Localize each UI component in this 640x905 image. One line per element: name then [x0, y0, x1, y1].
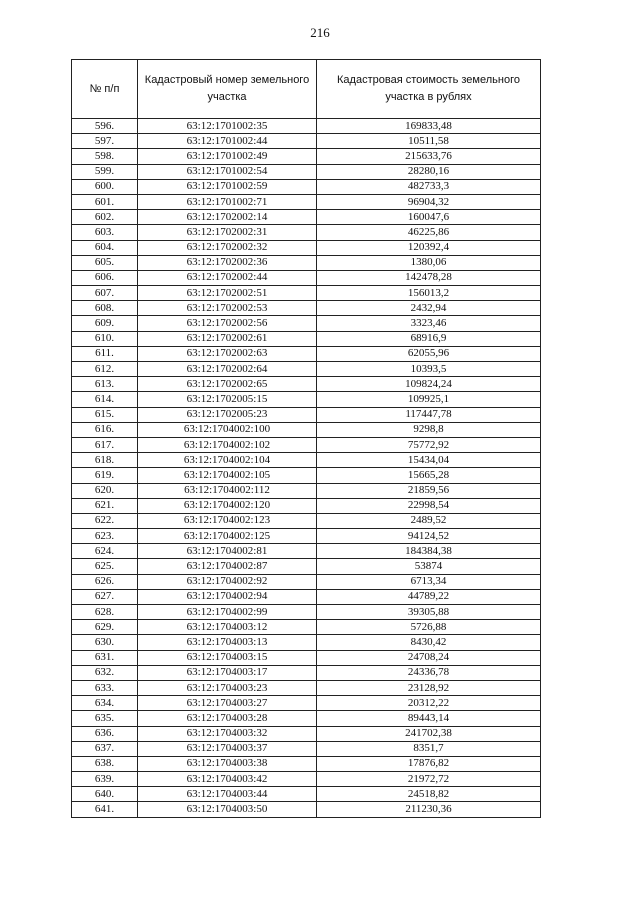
table-row	[72, 726, 541, 741]
cell-cadastral-number: 63:12:1704002:112	[138, 483, 317, 498]
cell-cadastral-number: 63:12:1702002:56	[138, 316, 317, 331]
cell-cadastral-value: 117447,78	[317, 407, 541, 422]
table-row	[72, 194, 541, 209]
cell-row-number: 612.	[72, 362, 138, 377]
cell-cadastral-number: 63:12:1704002:99	[138, 605, 317, 620]
table-row	[72, 331, 541, 346]
cell-cadastral-number: 63:12:1702005:15	[138, 392, 317, 407]
table-row	[72, 483, 541, 498]
table-row	[72, 468, 541, 483]
cell-row-number: 635.	[72, 711, 138, 726]
table-row	[72, 529, 541, 544]
cell-cadastral-number: 63:12:1702002:31	[138, 225, 317, 240]
table-row	[72, 665, 541, 680]
cell-row-number: 597.	[72, 134, 138, 149]
cell-row-number: 615.	[72, 407, 138, 422]
cell-cadastral-value: 10393,5	[317, 362, 541, 377]
cell-cadastral-number: 63:12:1704003:44	[138, 787, 317, 802]
cell-row-number: 600.	[72, 179, 138, 194]
cell-cadastral-value: 9298,8	[317, 422, 541, 437]
table-row	[72, 407, 541, 422]
cell-cadastral-value: 68916,9	[317, 331, 541, 346]
table-row	[72, 437, 541, 452]
table-row	[72, 453, 541, 468]
table-row	[72, 149, 541, 164]
cell-cadastral-number: 63:12:1704002:100	[138, 422, 317, 437]
cell-row-number: 608.	[72, 301, 138, 316]
table-row	[72, 513, 541, 528]
header-cadastral-number: Кадастровый номер земельного участка	[138, 60, 317, 119]
table-header	[72, 60, 541, 119]
table-row	[72, 696, 541, 711]
table-row	[72, 802, 541, 817]
table-row	[72, 620, 541, 635]
cell-cadastral-value: 39305,88	[317, 605, 541, 620]
cell-row-number: 623.	[72, 529, 138, 544]
cell-cadastral-value: 24518,82	[317, 787, 541, 802]
cell-cadastral-number: 63:12:1702005:23	[138, 407, 317, 422]
cell-cadastral-value: 17876,82	[317, 756, 541, 771]
cell-cadastral-value: 184384,38	[317, 544, 541, 559]
cell-cadastral-value: 96904,32	[317, 194, 541, 209]
cell-cadastral-value: 120392,4	[317, 240, 541, 255]
table-row	[72, 240, 541, 255]
cell-cadastral-number: 63:12:1704003:23	[138, 680, 317, 695]
cell-row-number: 603.	[72, 225, 138, 240]
cell-row-number: 614.	[72, 392, 138, 407]
cell-cadastral-number: 63:12:1704002:104	[138, 453, 317, 468]
cell-cadastral-number: 63:12:1702002:61	[138, 331, 317, 346]
table-row	[72, 650, 541, 665]
cell-cadastral-number: 63:12:1704003:13	[138, 635, 317, 650]
cell-cadastral-value: 46225,86	[317, 225, 541, 240]
cell-row-number: 636.	[72, 726, 138, 741]
cell-row-number: 639.	[72, 772, 138, 787]
table-row	[72, 301, 541, 316]
cell-row-number: 628.	[72, 605, 138, 620]
cell-row-number: 638.	[72, 756, 138, 771]
table-row	[72, 316, 541, 331]
cell-cadastral-number: 63:12:1701002:54	[138, 164, 317, 179]
cell-cadastral-value: 142478,28	[317, 270, 541, 285]
cell-cadastral-value: 8351,7	[317, 741, 541, 756]
cell-cadastral-value: 482733,3	[317, 179, 541, 194]
cell-cadastral-number: 63:12:1702002:32	[138, 240, 317, 255]
cell-cadastral-value: 22998,54	[317, 498, 541, 513]
cell-cadastral-number: 63:12:1704002:120	[138, 498, 317, 513]
cell-cadastral-value: 53874	[317, 559, 541, 574]
table-row	[72, 574, 541, 589]
cell-cadastral-value: 10511,58	[317, 134, 541, 149]
cell-row-number: 627.	[72, 589, 138, 604]
table-row	[72, 270, 541, 285]
table-row	[72, 362, 541, 377]
cell-cadastral-number: 63:12:1704003:50	[138, 802, 317, 817]
cell-cadastral-value: 6713,34	[317, 574, 541, 589]
table-row	[72, 605, 541, 620]
cell-row-number: 611.	[72, 346, 138, 361]
cell-cadastral-number: 63:12:1704002:94	[138, 589, 317, 604]
cell-row-number: 622.	[72, 513, 138, 528]
table-row	[72, 164, 541, 179]
cell-cadastral-value: 21972,72	[317, 772, 541, 787]
cell-cadastral-value: 28280,16	[317, 164, 541, 179]
cell-cadastral-number: 63:12:1704003:27	[138, 696, 317, 711]
cell-row-number: 604.	[72, 240, 138, 255]
cell-cadastral-value: 15434,04	[317, 453, 541, 468]
cell-row-number: 634.	[72, 696, 138, 711]
cell-cadastral-number: 63:12:1702002:53	[138, 301, 317, 316]
cell-cadastral-value: 2489,52	[317, 513, 541, 528]
table-row	[72, 589, 541, 604]
cell-row-number: 640.	[72, 787, 138, 802]
cell-row-number: 621.	[72, 498, 138, 513]
cell-cadastral-value: 109824,24	[317, 377, 541, 392]
cell-row-number: 630.	[72, 635, 138, 650]
cell-cadastral-number: 63:12:1704002:81	[138, 544, 317, 559]
header-row-number: № п/п	[72, 60, 138, 119]
cell-row-number: 599.	[72, 164, 138, 179]
cell-row-number: 619.	[72, 468, 138, 483]
cell-cadastral-number: 63:12:1704003:32	[138, 726, 317, 741]
cell-row-number: 629.	[72, 620, 138, 635]
table-row	[72, 422, 541, 437]
cell-row-number: 613.	[72, 377, 138, 392]
table-body	[72, 119, 541, 818]
table-row	[72, 286, 541, 301]
cell-row-number: 605.	[72, 255, 138, 270]
cell-cadastral-value: 169833,48	[317, 119, 541, 134]
table-row	[72, 210, 541, 225]
page-number: 216	[310, 25, 330, 40]
table-row	[72, 498, 541, 513]
cell-cadastral-number: 63:12:1701002:59	[138, 179, 317, 194]
header-cadastral-value: Кадастровая стоимость земельного участка в рублях	[317, 60, 541, 119]
cell-cadastral-number: 63:12:1704003:17	[138, 665, 317, 680]
cell-cadastral-value: 8430,42	[317, 635, 541, 650]
cell-cadastral-value: 211230,36	[317, 802, 541, 817]
table-row	[72, 756, 541, 771]
cell-cadastral-value: 23128,92	[317, 680, 541, 695]
cell-cadastral-value: 62055,96	[317, 346, 541, 361]
cell-row-number: 626.	[72, 574, 138, 589]
cell-cadastral-number: 63:12:1704002:102	[138, 437, 317, 452]
table-row	[72, 741, 541, 756]
cell-cadastral-number: 63:12:1702002:63	[138, 346, 317, 361]
cell-cadastral-value: 15665,28	[317, 468, 541, 483]
cell-cadastral-value: 94124,52	[317, 529, 541, 544]
table-header-row	[72, 60, 541, 119]
cell-cadastral-value: 5726,88	[317, 620, 541, 635]
table-row	[72, 544, 541, 559]
table-row	[72, 255, 541, 270]
cell-row-number: 633.	[72, 680, 138, 695]
cell-row-number: 631.	[72, 650, 138, 665]
cell-cadastral-value: 75772,92	[317, 437, 541, 452]
cell-row-number: 616.	[72, 422, 138, 437]
table-row	[72, 377, 541, 392]
cell-cadastral-number: 63:12:1702002:51	[138, 286, 317, 301]
cell-row-number: 596.	[72, 119, 138, 134]
cell-cadastral-value: 160047,6	[317, 210, 541, 225]
cell-cadastral-value: 3323,46	[317, 316, 541, 331]
cell-cadastral-value: 241702,38	[317, 726, 541, 741]
cell-cadastral-number: 63:12:1704003:12	[138, 620, 317, 635]
cell-row-number: 610.	[72, 331, 138, 346]
cell-cadastral-number: 63:12:1702002:64	[138, 362, 317, 377]
table-row	[72, 635, 541, 650]
cell-cadastral-number: 63:12:1704003:37	[138, 741, 317, 756]
cell-cadastral-value: 156013,2	[317, 286, 541, 301]
table-row	[72, 772, 541, 787]
cell-row-number: 609.	[72, 316, 138, 331]
cadastral-value-table	[71, 59, 541, 818]
table-row	[72, 787, 541, 802]
cell-cadastral-value: 24336,78	[317, 665, 541, 680]
cell-row-number: 641.	[72, 802, 138, 817]
cell-row-number: 637.	[72, 741, 138, 756]
cell-cadastral-number: 63:12:1702002:36	[138, 255, 317, 270]
table-row	[72, 134, 541, 149]
cell-cadastral-value: 44789,22	[317, 589, 541, 604]
cell-row-number: 602.	[72, 210, 138, 225]
cell-cadastral-value: 2432,94	[317, 301, 541, 316]
cell-cadastral-number: 63:12:1704002:125	[138, 529, 317, 544]
cell-row-number: 632.	[72, 665, 138, 680]
cell-cadastral-number: 63:12:1702002:44	[138, 270, 317, 285]
cell-cadastral-value: 24708,24	[317, 650, 541, 665]
cell-row-number: 606.	[72, 270, 138, 285]
cell-row-number: 601.	[72, 194, 138, 209]
cell-cadastral-value: 109925,1	[317, 392, 541, 407]
cell-row-number: 607.	[72, 286, 138, 301]
cell-cadastral-number: 63:12:1701002:71	[138, 194, 317, 209]
table-row	[72, 392, 541, 407]
cell-row-number: 625.	[72, 559, 138, 574]
cell-row-number: 617.	[72, 437, 138, 452]
cell-cadastral-number: 63:12:1704003:38	[138, 756, 317, 771]
cell-row-number: 624.	[72, 544, 138, 559]
cell-cadastral-value: 89443,14	[317, 711, 541, 726]
cell-cadastral-number: 63:12:1704002:123	[138, 513, 317, 528]
cell-cadastral-number: 63:12:1704003:42	[138, 772, 317, 787]
cell-cadastral-value: 21859,56	[317, 483, 541, 498]
table-row	[72, 680, 541, 695]
cell-cadastral-value: 1380,06	[317, 255, 541, 270]
cell-row-number: 598.	[72, 149, 138, 164]
cell-cadastral-number: 63:12:1704002:87	[138, 559, 317, 574]
cell-cadastral-number: 63:12:1704003:28	[138, 711, 317, 726]
cell-cadastral-number: 63:12:1704002:105	[138, 468, 317, 483]
cell-cadastral-number: 63:12:1702002:65	[138, 377, 317, 392]
table-row	[72, 179, 541, 194]
table-row	[72, 119, 541, 134]
cell-cadastral-value: 215633,76	[317, 149, 541, 164]
table-row	[72, 559, 541, 574]
cell-cadastral-number: 63:12:1701002:35	[138, 119, 317, 134]
cell-cadastral-number: 63:12:1701002:49	[138, 149, 317, 164]
table-row	[72, 225, 541, 240]
table-row	[72, 346, 541, 361]
cell-cadastral-number: 63:12:1701002:44	[138, 134, 317, 149]
cell-row-number: 618.	[72, 453, 138, 468]
cell-row-number: 620.	[72, 483, 138, 498]
cell-cadastral-number: 63:12:1704002:92	[138, 574, 317, 589]
cell-cadastral-value: 20312,22	[317, 696, 541, 711]
table-row	[72, 711, 541, 726]
cell-cadastral-number: 63:12:1702002:14	[138, 210, 317, 225]
cell-cadastral-number: 63:12:1704003:15	[138, 650, 317, 665]
